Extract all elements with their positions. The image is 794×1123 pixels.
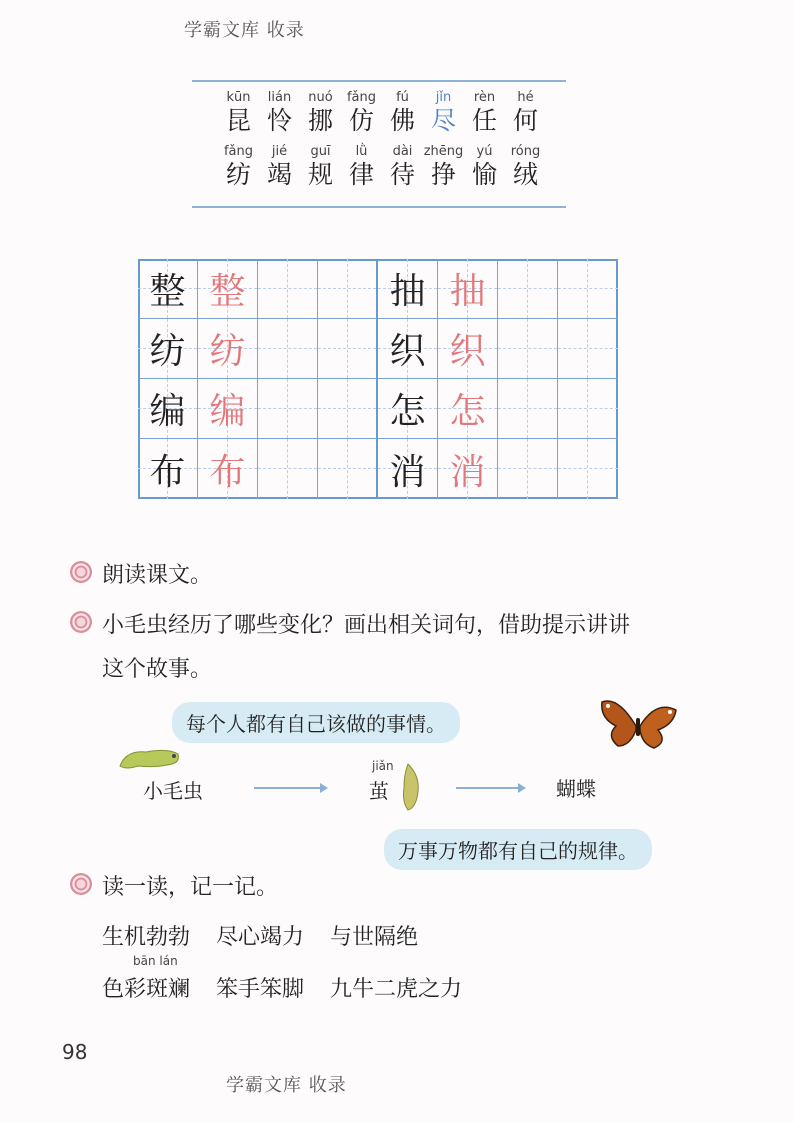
exercise-2-text: 小毛虫经历了哪些变化？画出相关词句，借助提示讲讲: [102, 613, 631, 638]
practice-cell: [318, 439, 378, 499]
model-character-cell: [138, 259, 198, 319]
exercise-2-text-cont: 这个故事。: [102, 657, 213, 682]
practice-cell: [258, 439, 318, 499]
stage-caterpillar-label: 小毛虫: [143, 779, 203, 803]
speech-bubble-1: 每个人都有自己该做的事情。: [172, 702, 460, 743]
trace-character-cell: [198, 259, 258, 319]
model-character-cell: [138, 319, 198, 379]
grid-character: 怎: [449, 391, 486, 432]
exercise-3-text: 读一读，记一记。: [102, 875, 279, 900]
practice-cell: [498, 259, 558, 319]
idiom: 九牛二虎之力: [330, 977, 463, 1002]
idiom: 笨手笨脚: [216, 977, 305, 1002]
practice-cell: [498, 379, 558, 439]
model-character-cell: [138, 379, 198, 439]
model-character-cell: [378, 319, 438, 379]
trace-character-cell: [198, 319, 258, 379]
practice-cell: [558, 379, 618, 439]
vocab-item: nuó 挪: [307, 90, 333, 135]
cocoon-text: 茧: [369, 779, 389, 803]
exercise-bullet-icon: [70, 873, 92, 895]
grid-character: 布: [209, 451, 246, 493]
practice-cell: [498, 319, 558, 379]
vocab-item: hé 何: [512, 90, 538, 135]
practice-cell: [258, 259, 318, 319]
practice-cell: [258, 379, 318, 439]
stage-butterfly-label: 蝴蝶: [556, 777, 596, 801]
grid-character: 布: [149, 451, 186, 493]
idioms-row-2: [102, 972, 488, 1003]
model-character-cell: [138, 439, 198, 499]
vocab-item: yú 愉: [471, 144, 497, 189]
writing-grid: [138, 259, 618, 499]
vocab-item-highlighted: jǐn 尽: [430, 90, 456, 135]
idiom: 生机勃勃: [102, 925, 191, 950]
grid-character: 编: [209, 391, 246, 432]
idiom-pinyin: bān lán: [133, 954, 178, 968]
vocab-item: guī 规: [307, 144, 333, 189]
vocab-item: lǜ 律: [348, 144, 374, 189]
cocoon-icon: [398, 762, 422, 812]
vocab-item: rèn 任: [471, 90, 497, 135]
idioms-row-1: [102, 920, 444, 951]
grid-character: 编: [149, 391, 186, 432]
arrow-icon: [456, 787, 524, 789]
model-character-cell: [378, 379, 438, 439]
trace-character-cell: [198, 379, 258, 439]
grid-character: 整: [209, 271, 246, 312]
exercise-bullet-icon: [70, 611, 92, 633]
grid-character: 织: [449, 331, 486, 372]
model-character-cell: [378, 439, 438, 499]
exercise-1-text: 朗读课文。: [102, 563, 213, 588]
trace-character-cell: [438, 319, 498, 379]
trace-character-cell: [198, 439, 258, 499]
grid-character: 消: [389, 451, 426, 493]
vocab-item: lián 怜: [266, 90, 292, 135]
practice-cell: [318, 319, 378, 379]
trace-character-cell: [438, 439, 498, 499]
practice-cell: [558, 319, 618, 379]
idiom: 与世隔绝: [330, 925, 419, 950]
practice-cell: [318, 379, 378, 439]
practice-cell: [498, 439, 558, 499]
practice-cell: [558, 259, 618, 319]
grid-character: 抽: [389, 271, 426, 312]
watermark-bottom: 学霸文库 收录: [226, 1075, 347, 1096]
arrow-icon: [254, 787, 326, 789]
stage-cocoon-label: [369, 759, 394, 804]
grid-character: 整: [149, 271, 186, 312]
grid-character: 抽: [449, 271, 486, 312]
vocab-row-2: [218, 144, 546, 190]
practice-cell: [558, 439, 618, 499]
grid-character: 纺: [149, 331, 186, 372]
vocab-row-1: [218, 90, 546, 136]
vocab-item: fú 佛: [389, 90, 415, 135]
grid-character: 怎: [389, 391, 426, 432]
vocab-item: fǎng 仿: [346, 90, 377, 135]
watermark-top: 学霸文库 收录: [184, 20, 305, 41]
vocab-item: dài 待: [389, 144, 415, 189]
vocab-item: fǎng 纺: [223, 144, 254, 189]
vocab-item: zhēng 挣: [423, 144, 464, 189]
idiom: 尽心竭力: [216, 925, 305, 950]
speech-bubble-2: 万事万物都有自己的规律。: [384, 829, 652, 870]
trace-character-cell: [438, 259, 498, 319]
vocabulary-box: [192, 80, 566, 208]
model-character-cell: [378, 259, 438, 319]
grid-character: 织: [389, 331, 426, 372]
butterfly-icon: [598, 696, 678, 754]
caterpillar-icon: [116, 744, 182, 770]
vocab-item: kūn 昆: [225, 90, 251, 135]
page-number: 98: [62, 1040, 88, 1064]
cocoon-pinyin: jiǎn: [372, 759, 394, 773]
trace-character-cell: [438, 379, 498, 439]
vocab-item: róng 绒: [510, 144, 541, 189]
practice-cell: [258, 319, 318, 379]
practice-cell: [318, 259, 378, 319]
idiom: 色彩斑斓: [102, 977, 191, 1002]
grid-character: 纺: [209, 331, 246, 372]
grid-character: 消: [449, 451, 486, 493]
exercise-bullet-icon: [70, 561, 92, 583]
vocab-item: jié 竭: [266, 144, 292, 189]
